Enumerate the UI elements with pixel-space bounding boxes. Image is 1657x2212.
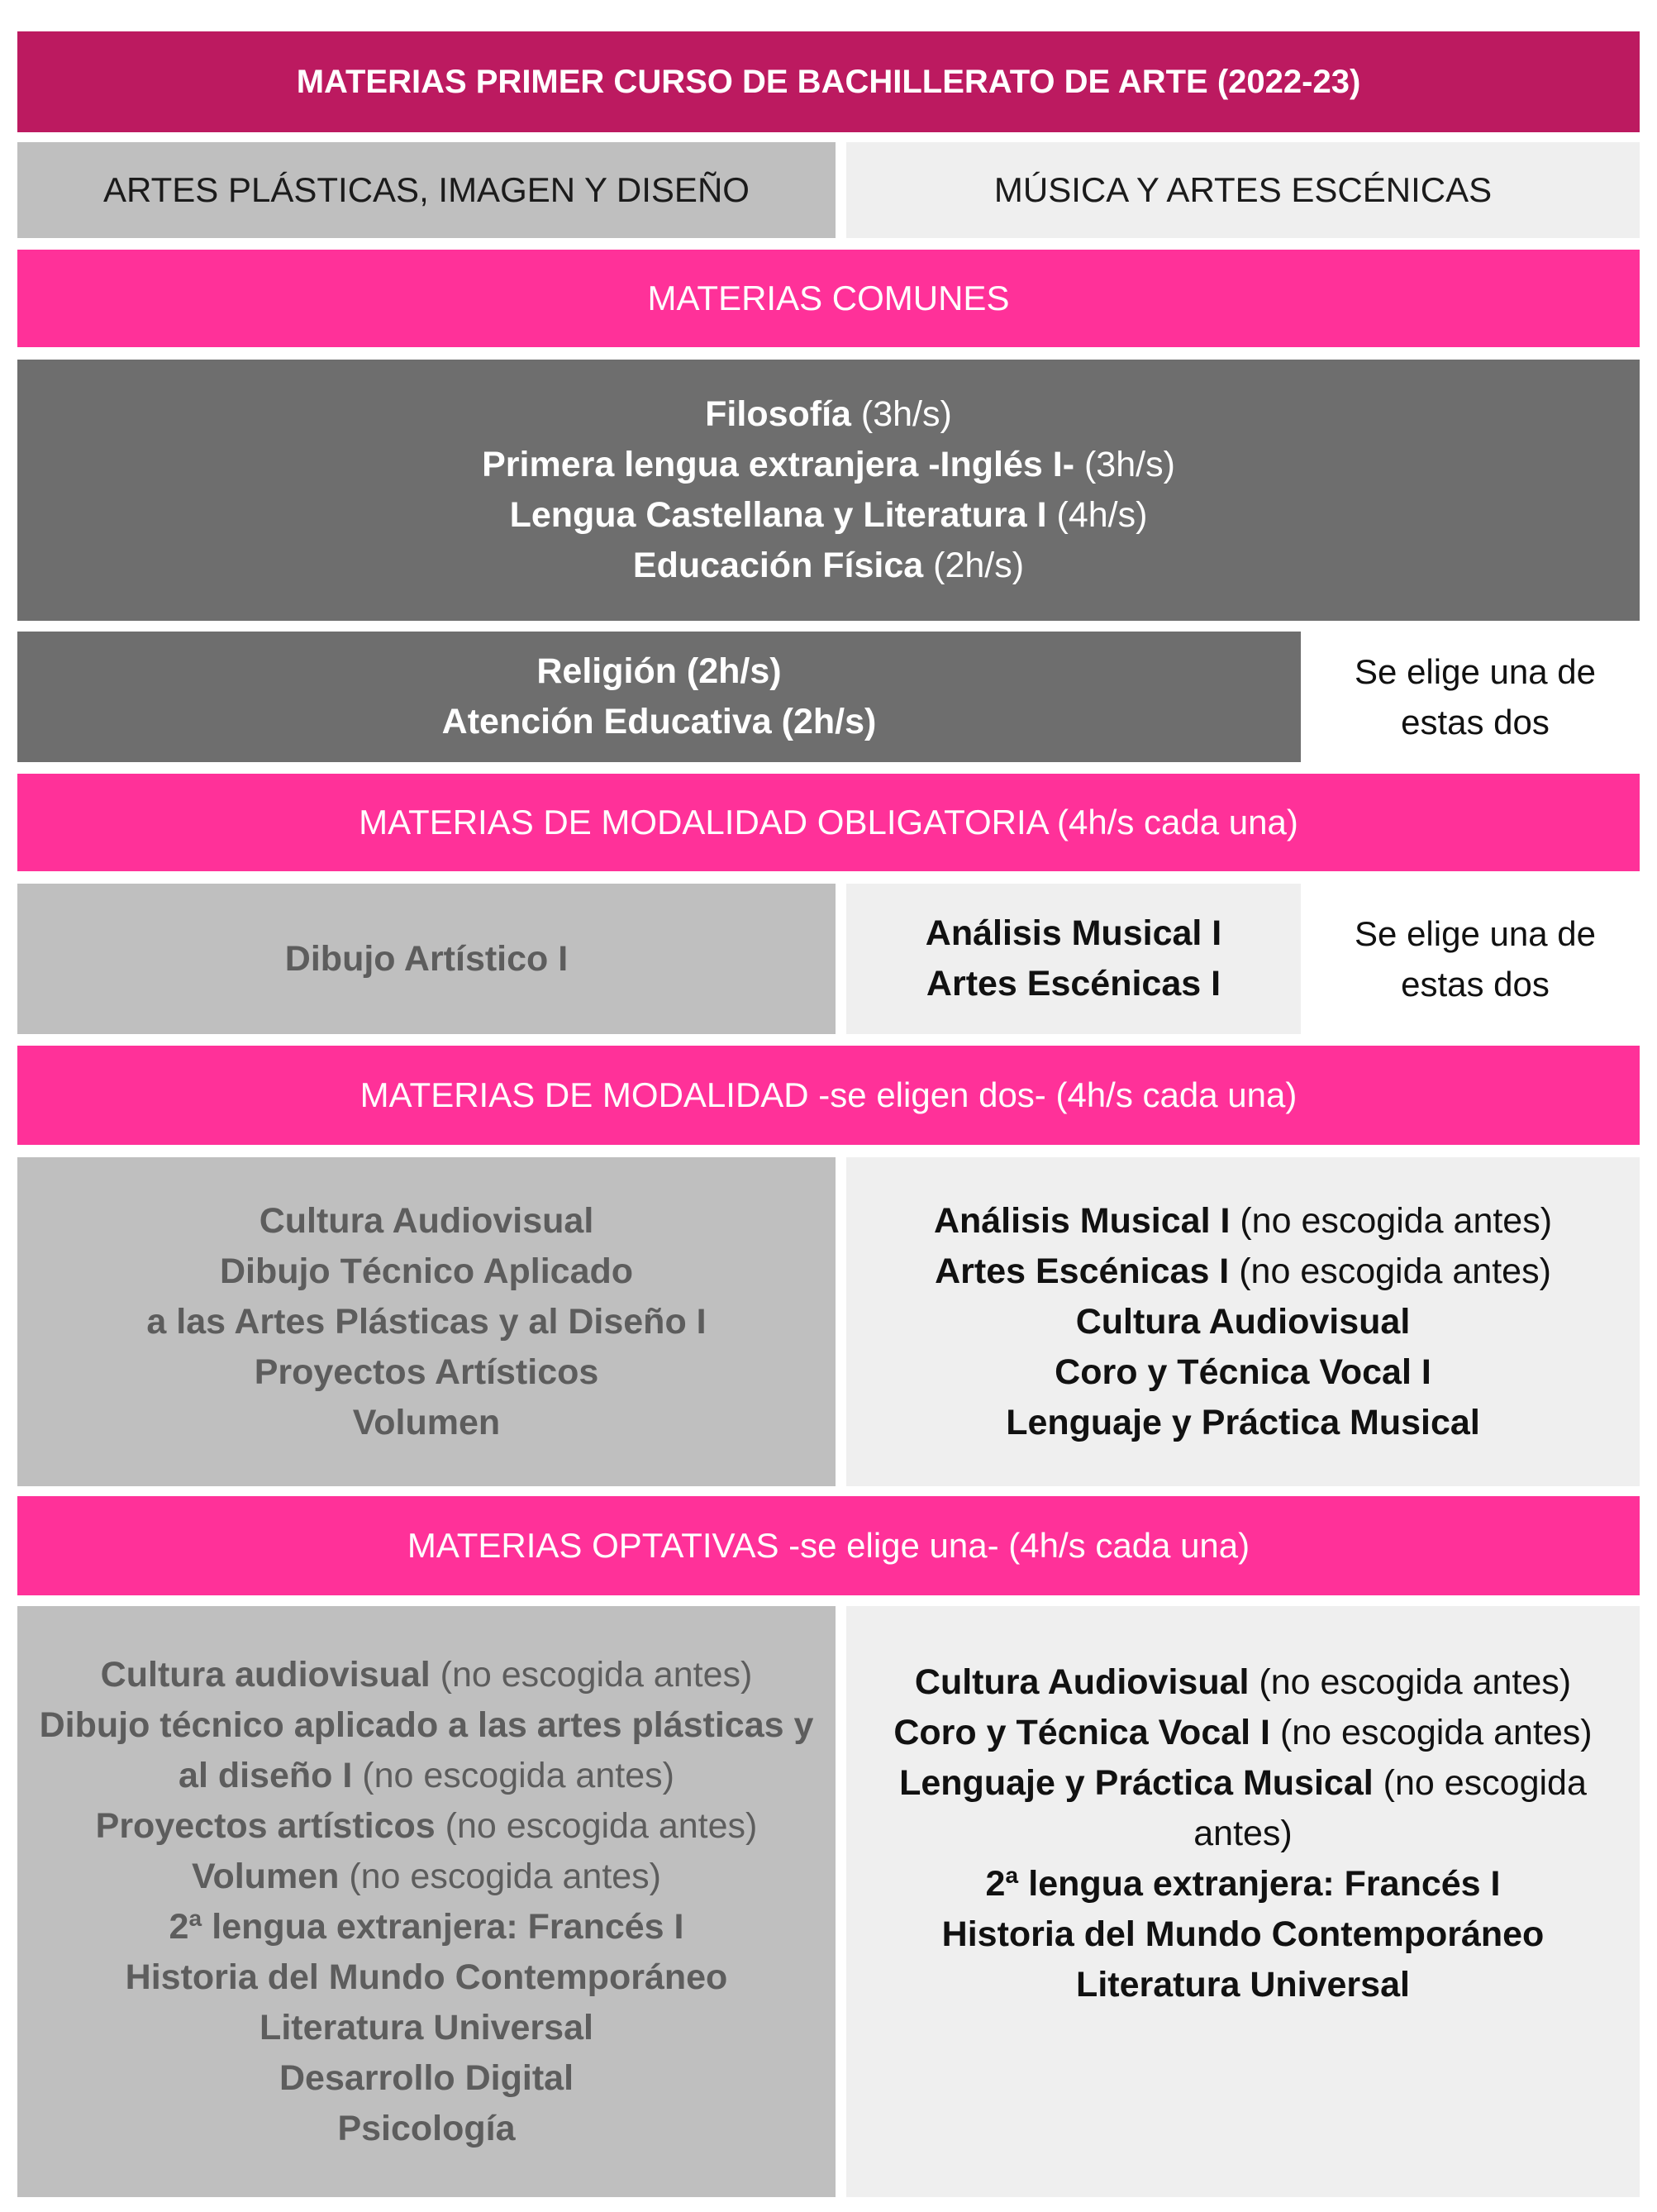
subject-note: (no escogida antes) — [349, 1856, 662, 1896]
choice-note-comunes — [1311, 632, 1640, 762]
subject-name: al diseño I — [179, 1755, 353, 1795]
section-heading-modalidad: MATERIAS DE MODALIDAD -se eligen dos- (4h/s cada una) — [359, 1075, 1298, 1114]
subject-name: Análisis Musical I — [933, 1200, 1231, 1241]
list-item: Dibujo Técnico Aplicado — [219, 1251, 634, 1291]
modalidad-right — [846, 1157, 1640, 1486]
section-band-obligatoria — [17, 774, 1640, 871]
list-item: Literatura Universal — [260, 2007, 593, 2048]
religion-choice-box — [17, 632, 1301, 762]
subject-name: Volumen — [191, 1856, 340, 1896]
list-item — [101, 1650, 753, 1700]
list-item — [192, 1852, 661, 1902]
track-header-musica — [846, 142, 1640, 238]
optativas-right — [846, 1606, 1640, 2197]
subject-name: Lenguaje y Práctica Musical — [899, 1763, 1374, 1803]
list-item: Proyectos Artísticos — [254, 1352, 599, 1392]
subject-note: (no escogida antes) — [362, 1755, 674, 1795]
obligatoria-right — [846, 884, 1301, 1034]
subject-name: Artes Escénicas I — [935, 1251, 1230, 1291]
subject-name: Proyectos artísticos — [95, 1805, 436, 1846]
list-item: Dibujo técnico aplicado a las artes plásticas y — [39, 1704, 814, 1745]
subject-note: (no escogida antes) — [1239, 1251, 1551, 1291]
page-title-text: MATERIAS PRIMER CURSO DE BACHILLERATO DE ARTE (2022-23) — [296, 63, 1361, 100]
track-header-artes-plasticas — [17, 142, 836, 238]
list-item: Cultura Audiovisual — [1075, 1301, 1411, 1342]
subject-hours: (3h/s) — [860, 394, 952, 434]
subject-name: Educación Física — [632, 546, 924, 585]
subject-note: (no escogida antes) — [1259, 1662, 1572, 1702]
list-item: Desarrollo Digital — [279, 2057, 574, 2098]
subject-name: Lengua Castellana y Literatura I — [509, 495, 1047, 535]
list-item — [934, 1196, 1552, 1247]
subject-hours: (3h/s) — [1083, 445, 1175, 484]
list-item — [915, 1657, 1571, 1708]
list-item: Volumen — [352, 1402, 501, 1442]
list-item: Historia del Mundo Contemporáneo — [125, 1957, 728, 1997]
list-item: Religión (2h/s) — [536, 651, 782, 691]
list-item — [633, 541, 1024, 591]
list-item — [893, 1708, 1592, 1758]
choice-note-obligatoria — [1311, 884, 1640, 1034]
list-item — [96, 1801, 758, 1852]
subject-name: Cultura Audiovisual — [914, 1662, 1250, 1702]
section-band-comunes — [17, 250, 1640, 347]
subject-note: (no escogida antes) — [440, 1654, 753, 1695]
subject-name: Cultura audiovisual — [100, 1654, 431, 1695]
subject-note: (no escogida antes) — [1279, 1713, 1593, 1752]
section-band-optativas — [17, 1496, 1640, 1595]
section-heading-comunes: MATERIAS COMUNES — [647, 279, 1010, 317]
subject-note: (no escogida antes) — [1193, 1763, 1587, 1853]
list-item: Cultura Audiovisual — [259, 1200, 594, 1241]
section-band-modalidad — [17, 1046, 1640, 1145]
list-item — [935, 1247, 1551, 1297]
list-item: Lenguaje y Práctica Musical — [1006, 1402, 1480, 1442]
list-item — [705, 389, 952, 440]
comunes-list — [17, 360, 1640, 621]
list-item: 2ª lengua extranjera: Francés I — [169, 1906, 684, 1947]
list-item: Atención Educativa (2h/s) — [441, 702, 877, 741]
list-item: Literatura Universal — [1076, 1965, 1410, 2005]
list-item: Historia del Mundo Contemporáneo — [941, 1914, 1545, 1954]
section-heading-obligatoria: MATERIAS DE MODALIDAD OBLIGATORIA (4h/s cada una) — [359, 803, 1298, 841]
subject-hours: (2h/s) — [933, 546, 1025, 585]
subject-note: (no escogida antes) — [1240, 1200, 1553, 1241]
list-item — [482, 440, 1175, 490]
subject-name: Filosofía — [705, 394, 851, 434]
list-item: a las Artes Plásticas y al Diseño I — [146, 1301, 707, 1342]
modalidad-left — [17, 1157, 836, 1486]
list-item — [510, 490, 1148, 541]
track-header-left-label: ARTES PLÁSTICAS, IMAGEN Y DISEÑO — [103, 170, 750, 209]
section-heading-optativas: MATERIAS OPTATIVAS -se elige una- (4h/s cada una) — [407, 1526, 1250, 1565]
subject-name: Artes Escénicas I — [926, 964, 1221, 1004]
subject-name: Primera lengua extranjera -Inglés I- — [482, 445, 1075, 484]
choice-note-line: estas dos — [1401, 965, 1550, 1004]
choice-note-line: Se elige una de — [1355, 914, 1596, 953]
list-item — [179, 1751, 674, 1801]
subject-name: Análisis Musical I — [925, 913, 1222, 953]
subject-name: Dibujo Artístico I — [284, 938, 569, 979]
list-item: Coro y Técnica Vocal I — [1055, 1352, 1431, 1392]
page-title — [17, 31, 1640, 132]
subject-hours: (4h/s) — [1056, 495, 1148, 535]
choice-note-line: estas dos — [1401, 703, 1550, 741]
obligatoria-left — [17, 884, 836, 1034]
subject-note: (no escogida antes) — [445, 1805, 758, 1846]
optativas-left — [17, 1606, 836, 2197]
list-item — [888, 1758, 1598, 1859]
subject-name: Coro y Técnica Vocal I — [893, 1713, 1270, 1752]
choice-note-line: Se elige una de — [1355, 652, 1596, 691]
list-item: 2ª lengua extranjera: Francés I — [985, 1864, 1501, 1904]
list-item: Psicología — [337, 2108, 516, 2148]
track-header-right-label: MÚSICA Y ARTES ESCÉNICAS — [993, 170, 1493, 209]
